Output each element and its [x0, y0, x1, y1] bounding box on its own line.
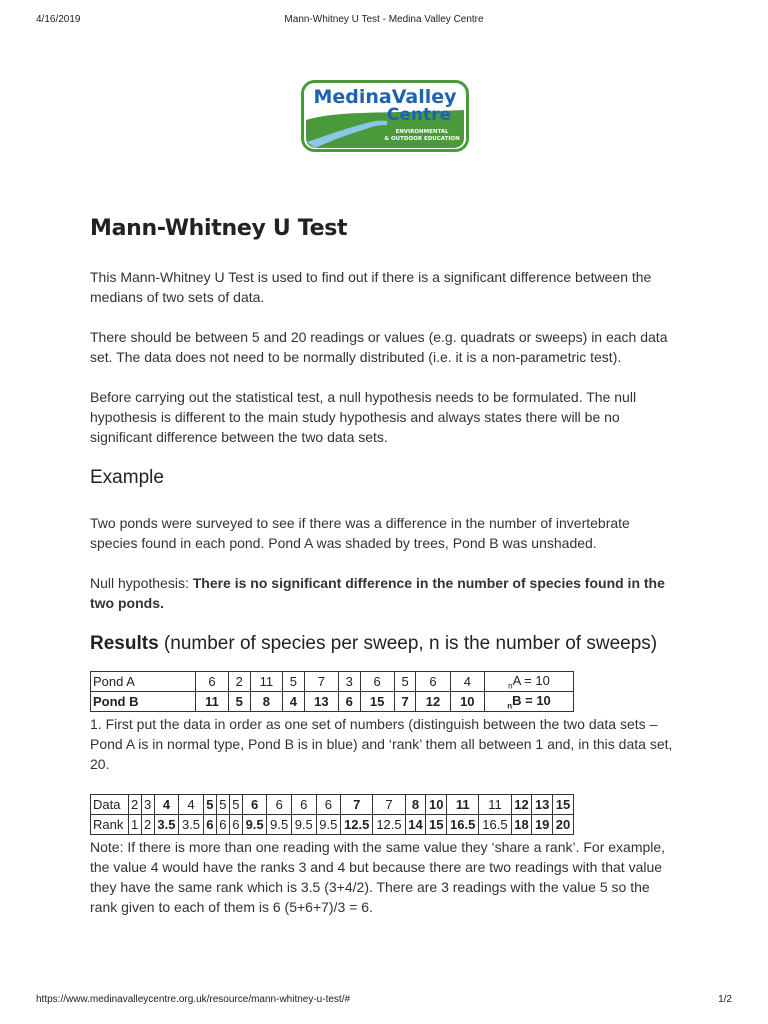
rank-value-cell: 12.5: [373, 815, 405, 835]
rank-value-cell: 16.5: [447, 815, 479, 835]
rank-data-cell: 3: [141, 795, 154, 815]
pond-value: 5: [394, 672, 416, 692]
rank-value-cell: 3.5: [154, 815, 179, 835]
pond-value: 6: [360, 672, 394, 692]
rank-data-cell: 7: [341, 795, 373, 815]
step-1-paragraph: 1. First put the data in order as one set of numbers (distinguish between the two data sets – Pond A is in normal type, Pond B is in blue) and ‘rank’ them all between 1 and, in this data set, 20.: [90, 716, 673, 772]
results-heading-rest: (number of species per sweep, n is the number of sweeps): [158, 633, 658, 654]
rank-data-cell: 7: [373, 795, 405, 815]
pond-value: 8: [250, 692, 283, 712]
pond-value: 7: [394, 692, 416, 712]
pond-value: 5: [229, 692, 251, 712]
rank-data-cell: 4: [154, 795, 179, 815]
example-paragraph: Two ponds were surveyed to see if there was a difference in the number of invertebrate species found in each pond. Pond A was shaded by trees, Pond B was unshaded.: [90, 515, 630, 551]
rank-value-cell: 15: [426, 815, 447, 835]
print-date: 4/16/2019: [36, 14, 81, 25]
pond-data-table: [90, 671, 574, 712]
null-hypothesis-label: Null hypothesis:: [90, 575, 193, 591]
article-title: Mann-Whitney U Test: [90, 216, 348, 241]
rank-data-cell: 13: [532, 795, 553, 815]
pond-n-sub: n: [507, 701, 513, 711]
rank-row-label: Rank: [91, 815, 129, 835]
article: [90, 216, 680, 937]
rank-data-cell: 6: [267, 795, 292, 815]
pond-n-value: B = 10: [512, 692, 551, 708]
rank-data-cell: 8: [405, 795, 426, 815]
pond-value: 11: [250, 672, 283, 692]
pond-value: 12: [416, 692, 450, 712]
rank-data-cell: 4: [179, 795, 204, 815]
rank-value-cell: 20: [553, 815, 574, 835]
pond-row: [91, 692, 574, 712]
rank-value-cell: 12.5: [341, 815, 373, 835]
rank-data-cell: 11: [447, 795, 479, 815]
null-hypothesis: [90, 573, 680, 613]
pond-value: 11: [196, 692, 229, 712]
pond-value: 5: [283, 672, 305, 692]
pond-n-value: A = 10: [512, 672, 550, 688]
intro-paragraph-1: This Mann-Whitney U Test is used to find out if there is a significant difference between the medians of two sets of data.: [90, 269, 652, 305]
rank-value-cell: 6: [203, 815, 216, 835]
pond-label: Pond A: [91, 672, 196, 692]
print-page-number: 1/2: [718, 994, 732, 1005]
print-page-title: Mann-Whitney U Test - Medina Valley Centre: [284, 14, 484, 25]
rank-value-cell: 9.5: [291, 815, 316, 835]
pond-n-sub: n: [508, 681, 513, 691]
intro-paragraph-2: There should be between 5 and 20 readings or values (e.g. quadrats or sweeps) in each data set. The data does not need to be normally distributed (i.e. it is a non-parametric test).: [90, 329, 668, 365]
note-paragraph: Note: If there is more than one reading with the same value they ‘share a rank’. For example, the value 4 would have the ranks 3 and 4 but because there are two readings with that value they have the same rank which is 3.5 (3+4/2). There are 3 readings with the value 5 so the rank given to each of them is 6 (5+6+7)/3 = 6.: [90, 839, 666, 915]
pond-value: 7: [304, 672, 338, 692]
rank-table: [90, 794, 574, 835]
rank-data-cell: 6: [242, 795, 267, 815]
rank-data-cell: 5: [229, 795, 242, 815]
rank-value-cell: 9.5: [242, 815, 267, 835]
null-hypothesis-text: There is no significant difference in the number of species found in the two ponds.: [90, 575, 665, 611]
example-heading: Example: [90, 467, 164, 488]
logo-line2: Centre: [386, 105, 452, 125]
pond-value: 6: [416, 672, 450, 692]
pond-value: 3: [338, 672, 360, 692]
pond-value: 4: [450, 672, 484, 692]
rank-data-cell: 10: [426, 795, 447, 815]
pond-value: 15: [360, 692, 394, 712]
rank-data-cell: 5: [203, 795, 216, 815]
results-heading-bold: Results: [90, 633, 159, 654]
rank-value-cell: 16.5: [479, 815, 511, 835]
intro-paragraph-3: Before carrying out the statistical test, a null hypothesis needs to be formulated. The null hypothesis is different to the main study hypothesis and always states there will be no significant difference between the two data sets.: [90, 389, 637, 445]
rank-value-cell: 14: [405, 815, 426, 835]
rank-value-cell: 18: [511, 815, 532, 835]
results-heading: [90, 633, 680, 655]
print-url: https://www.medinavalleycentre.org.uk/resource/mann-whitney-u-test/#: [36, 994, 351, 1005]
rank-value-cell: 6: [216, 815, 229, 835]
rank-value-cell: 9.5: [267, 815, 292, 835]
rank-data-cell: 2: [128, 795, 141, 815]
print-header: [36, 14, 732, 28]
pond-value: 13: [304, 692, 338, 712]
rank-data-cell: 12: [511, 795, 532, 815]
rank-data-cell: 15: [553, 795, 574, 815]
print-footer: [36, 994, 732, 1008]
logo-tag1: ENVIRONMENTAL: [395, 129, 449, 135]
pond-value: 6: [196, 672, 229, 692]
rank-data-cell: 5: [216, 795, 229, 815]
pond-value: 4: [283, 692, 305, 712]
rank-value-cell: 9.5: [316, 815, 341, 835]
rank-data-cell: 11: [479, 795, 511, 815]
pond-row: [91, 672, 574, 692]
data-row-label: Data: [91, 795, 129, 815]
medina-valley-logo: [301, 80, 469, 152]
rank-data-cell: 6: [316, 795, 341, 815]
pond-label: Pond B: [91, 692, 196, 712]
rank-value-cell: 19: [532, 815, 553, 835]
rank-value-cell: 6: [229, 815, 242, 835]
pond-n: [485, 692, 574, 712]
pond-value: 6: [338, 692, 360, 712]
rank-value-cell: 1: [128, 815, 141, 835]
rank-data-cell: 6: [291, 795, 316, 815]
rank-value-cell: 2: [141, 815, 154, 835]
rank-table-data-row: [91, 795, 574, 815]
logo-line1: MedinaValley: [313, 86, 457, 108]
rank-value-cell: 3.5: [179, 815, 204, 835]
rank-table-rank-row: [91, 815, 574, 835]
pond-value: 10: [450, 692, 484, 712]
pond-value: 2: [229, 672, 251, 692]
pond-n: [485, 672, 574, 692]
logo-tag2: & OUTDOOR EDUCATION: [384, 136, 460, 142]
